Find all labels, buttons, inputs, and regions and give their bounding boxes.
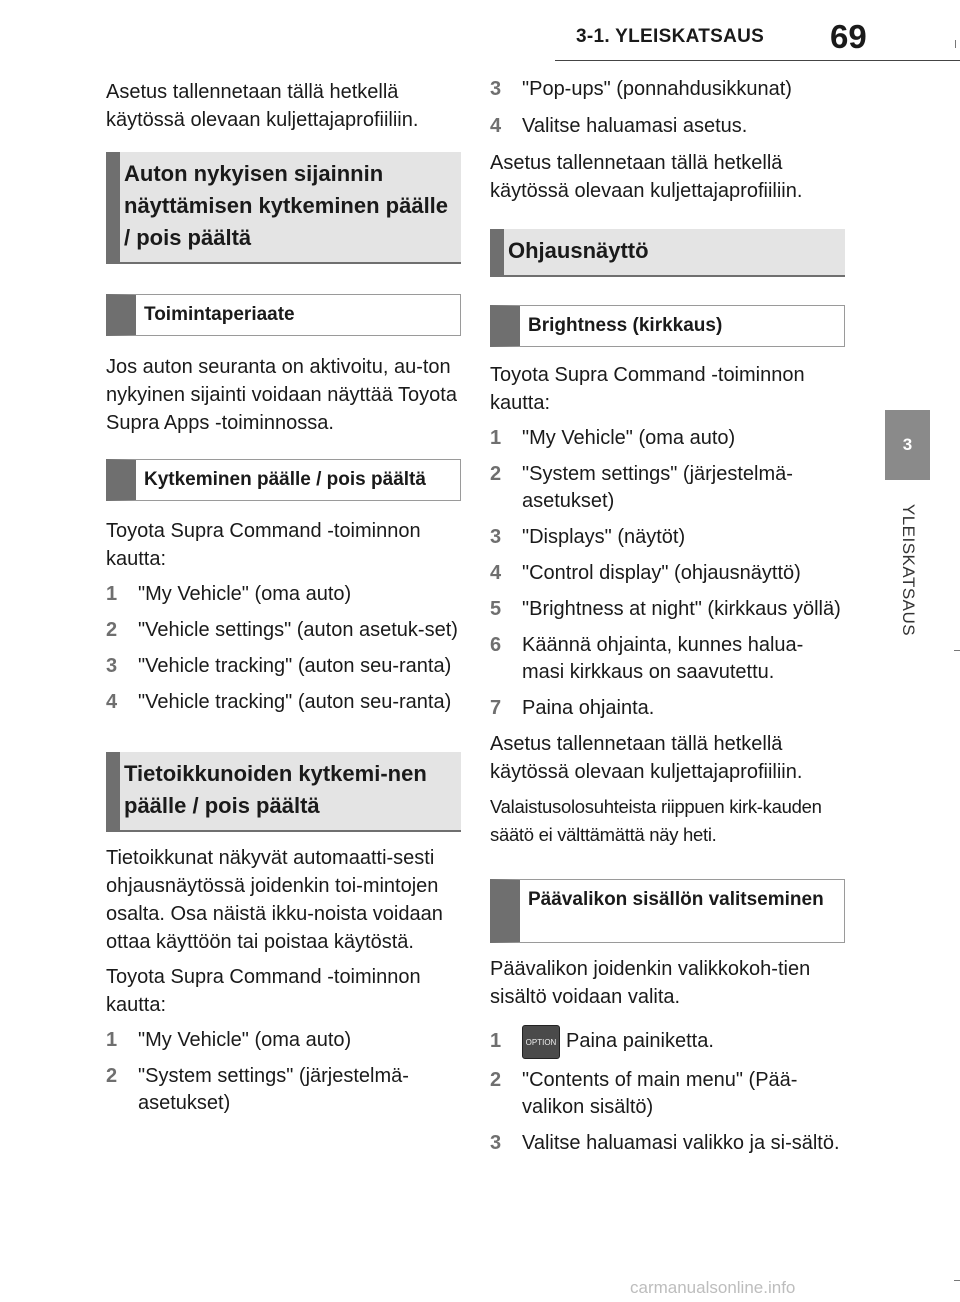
steps-main-menu [490,1023,845,1157]
step-text: Käännä ohjainta, kunnes halua-masi kirkkaus on saavutettu. [522,634,804,683]
step-text: "Brightness at night" (kirkkaus yöllä) [522,598,841,620]
steps-popups-continued [490,76,845,140]
list-item [490,560,845,587]
step-text: "My Vehicle" (oma auto) [138,1029,352,1051]
crop-mark [954,1280,960,1281]
step-number: 4 [106,691,118,713]
step-text: "Contents of main menu" (Pää-valikon sisältö) [522,1069,798,1118]
step-number: 2 [490,463,502,485]
step-text: "Pop-ups" (ponnahdusikkunat) [522,78,792,100]
chapter-label [884,480,932,660]
list-item [106,1063,461,1117]
steps-brightness [490,425,845,722]
step-text: "Control display" (ohjausnäyttö) [522,562,801,584]
chapter-tab: 3 [885,410,930,480]
via-command-text-2: Toyota Supra Command -toiminnon kautta: [106,966,421,1016]
via-command-text-3: Toyota Supra Command -toiminnon kautta: [490,364,805,414]
left-column [106,68,461,1117]
step-text: "System settings" (järjestelmä-asetukset) [522,463,793,512]
step-number: 3 [490,526,502,548]
list-item [106,689,461,716]
list-item [490,425,845,452]
heading-switch-on-off: Kytkeminen päälle / pois päältä [106,459,461,501]
step-number: 3 [106,655,118,677]
saved-text: Asetus tallennetaan tällä hetkellä käytössä olevaan kuljettajaprofiiliin. [490,152,803,202]
list-item [106,617,461,644]
header-rule [555,60,960,61]
list-item [106,653,461,680]
popups-text: Tietoikkunat näkyvät automaatti-sesti ohjausnäytössä joidenkin toi-mintojen osalta. Osa näistä ikku-noista voidaan ottaa käyttöön tai poistaa käytöstä. [106,847,443,953]
list-item [490,76,845,103]
steps-popups [106,1027,461,1117]
heading-popups: Tietoikkunoiden kytkemi-nen päälle / pois päältä [106,752,461,832]
step-text: "My Vehicle" (oma auto) [522,427,736,449]
steps-vehicle-tracking [106,581,461,716]
chapter-label-text: YLEISKATSAUS [899,503,918,637]
step-number: 4 [490,115,502,137]
step-number: 3 [490,1132,502,1154]
section-title: 3-1. YLEISKATSAUS [576,26,765,47]
step-number: 6 [490,634,502,656]
saved-text-2: Asetus tallennetaan tällä hetkellä käytössä olevaan kuljettajaprofiiliin. [490,733,803,783]
option-button-icon: OPTION [522,1025,560,1059]
list-item [490,1130,845,1157]
step-text: "Vehicle tracking" (auton seu-ranta) [138,655,452,677]
step-number: 2 [490,1069,502,1091]
step-text: Paina ohjainta. [522,697,655,719]
page-number: 69 [830,18,867,55]
main-menu-text: Päävalikon joidenkin valikkokoh-tien sisältö voidaan valita. [490,958,811,1008]
list-item [490,113,845,140]
step-number: 7 [490,697,502,719]
step-number: 1 [106,583,118,605]
list-item [490,524,845,551]
crop-mark [954,650,960,651]
step-number: 1 [106,1029,118,1051]
step-text: "System settings" (järjestelmä-asetukset) [138,1065,409,1114]
list-item [490,1023,845,1059]
heading-brightness: Brightness (kirkkaus) [490,305,845,347]
via-command-text: Toyota Supra Command -toiminnon kautta: [106,520,421,570]
heading-vehicle-position: Auton nykyisen sijainnin näyttämisen kytkeminen päälle / pois päältä [106,152,461,264]
crop-mark [955,40,956,48]
step-text: "Vehicle settings" (auton asetuk-set) [138,619,458,641]
heading-main-menu-contents: Päävalikon sisällön valitseminen [490,879,845,943]
step-text: "Vehicle tracking" (auton seu-ranta) [138,691,452,713]
intro-text: Asetus tallennetaan tällä hetkellä käytössä olevaan kuljettajaprofiiliin. [106,81,419,131]
list-item [490,1067,845,1121]
brightness-note: Valaistusolosuhteista riippuen kirk-kauden säätö ei välttämättä näy heti. [490,796,822,845]
step-text: Valitse haluamasi valikko ja si-sältö. [522,1132,840,1154]
list-item [490,461,845,515]
list-item [490,596,845,623]
principle-text: Jos auton seuranta on aktivoitu, au-ton nykyinen sijainti voidaan näyttää Toyota Supra Apps -toiminnossa. [106,356,457,434]
heading-principle: Toimintaperiaate [106,294,461,336]
step-text: "Displays" (näytöt) [522,526,686,548]
step-number: 4 [490,562,502,584]
watermark: carmanualsonline.info [630,1278,796,1297]
step-number: 5 [490,598,502,620]
heading-control-display: Ohjausnäyttö [490,229,845,277]
list-item [106,581,461,608]
step-number: 2 [106,619,118,641]
step-number: 1 [490,1030,502,1052]
list-item [490,695,845,722]
list-item [490,632,845,686]
step-number: 2 [106,1065,118,1087]
step-number: 3 [490,78,502,100]
right-column [490,68,845,1157]
list-item [106,1027,461,1054]
step-number: 1 [490,427,502,449]
step-text: Valitse haluamasi asetus. [522,115,748,137]
step-text: "My Vehicle" (oma auto) [138,583,352,605]
step-text: Paina painiketta. [566,1030,714,1052]
